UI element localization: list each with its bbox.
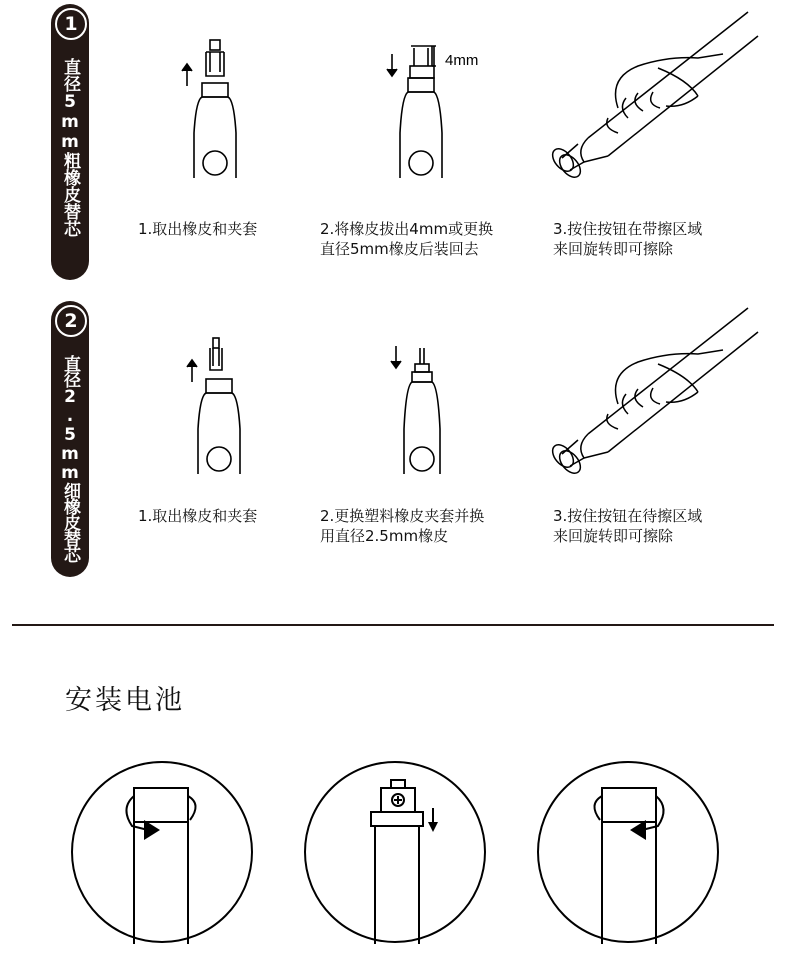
section2-number: 2 — [55, 305, 87, 337]
s2-step2-caption: 2.更换塑料橡皮夹套并换 用直径2.5mm橡皮 — [320, 507, 485, 545]
pen-remove-eraser-fine-icon — [176, 334, 256, 484]
section1-sidebar — [51, 4, 89, 280]
pen-replace-sleeve-icon — [382, 334, 462, 484]
section2-title: 直径2.5mm细橡皮替芯 — [60, 355, 80, 562]
section1-number: 1 — [55, 8, 87, 40]
section1-title: 直径5mm粗橡皮替芯 — [60, 58, 80, 237]
pen-extend-eraser-icon — [382, 38, 502, 188]
s2-step3-caption: 3.按住按钮在待擦区域 来回旋转即可擦除 — [553, 507, 703, 545]
s1-step2-caption: 2.将橡皮拔出4mm或更换 直径5mm橡皮后装回去 — [320, 220, 494, 258]
hand-erasing-icon — [548, 8, 758, 188]
pen-remove-eraser-icon — [176, 38, 256, 188]
measure-label: 4mm — [445, 52, 479, 69]
s2-step1-caption: 1.取出橡皮和夹套 — [138, 507, 258, 525]
rotate-close-icon — [536, 760, 720, 944]
s1-step1-caption: 1.取出橡皮和夹套 — [138, 220, 258, 238]
rotate-open-icon — [70, 760, 254, 944]
insert-battery-icon — [303, 760, 487, 944]
section-divider — [12, 624, 774, 626]
s1-step3-caption: 3.按住按钮在带擦区域 来回旋转即可擦除 — [553, 220, 703, 258]
battery-section-title: 安装电池 — [65, 685, 185, 716]
section2-sidebar — [51, 301, 89, 577]
hand-erasing-fine-icon — [548, 304, 758, 484]
